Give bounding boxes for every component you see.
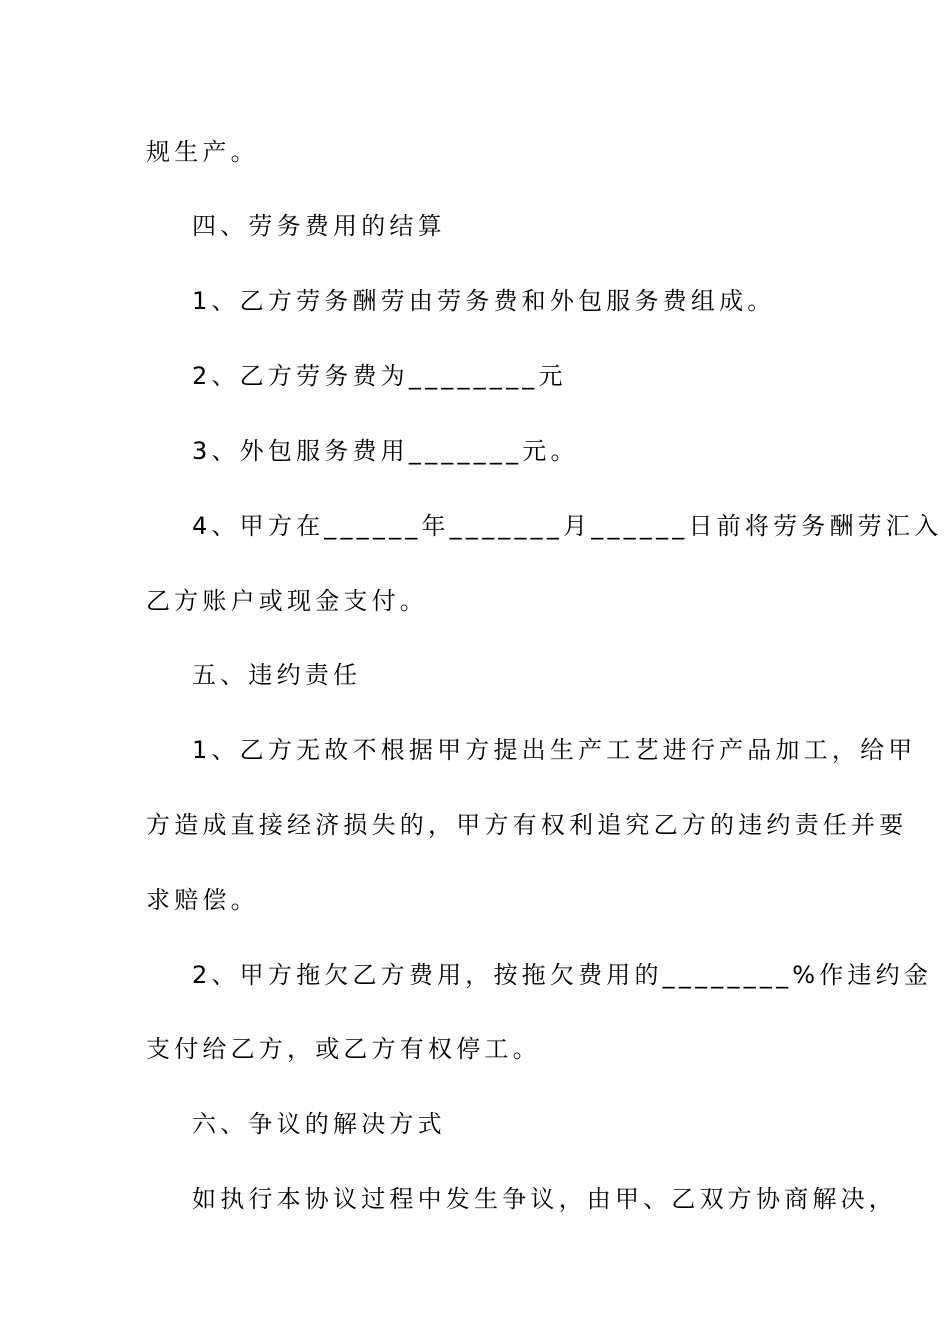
clause-text-continuation: 方造成直接经济损失的，甲方有权利追究乙方的违约责任并要 — [146, 811, 908, 839]
clause-text: 2、甲方拖欠乙方费用，按拖欠费用的________%作违约金 — [192, 961, 933, 989]
clause-text: 1、乙方劳务酬劳由劳务费和外包服务费组成。 — [192, 287, 776, 315]
clause-text: 如执行本协议过程中发生争议，由甲、乙双方协商解决， — [192, 1185, 897, 1213]
paragraph-continuation: 规生产。 — [146, 138, 259, 166]
clause-text-continuation: 求赔偿。 — [146, 886, 259, 914]
clause-text-continuation: 乙方账户或现金支付。 — [146, 587, 428, 615]
section-heading-liability: 五、违约责任 — [192, 661, 362, 689]
section-heading-settlement: 四、劳务费用的结算 — [192, 212, 446, 240]
clause-text: 4、甲方在______年_______月______日前将劳务酬劳汇入 — [192, 512, 943, 540]
section-heading-dispute: 六、争议的解决方式 — [192, 1110, 446, 1138]
clause-text: 2、乙方劳务费为________元 — [192, 362, 567, 390]
clause-text: 1、乙方无故不根据甲方提出生产工艺进行产品加工，给甲 — [192, 736, 917, 764]
clause-text-continuation: 支付给乙方，或乙方有权停工。 — [146, 1035, 541, 1063]
clause-text: 3、外包服务费用_______元。 — [192, 437, 579, 465]
